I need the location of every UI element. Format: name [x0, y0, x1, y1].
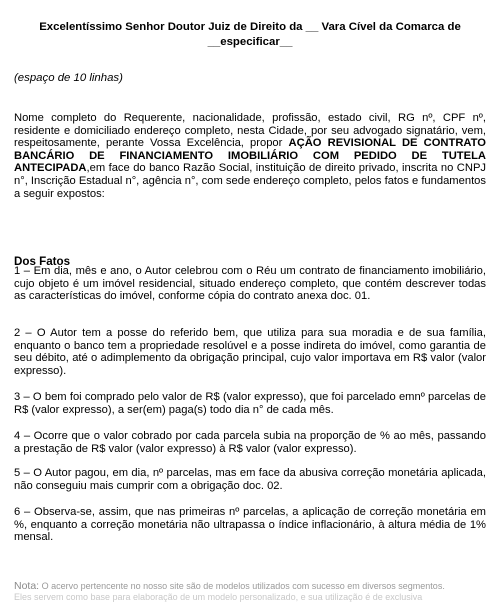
fact-paragraph-2: 2 – O Autor tem a posse do referido bem, que utiliza para sua moradia e de sua família, enquanto o banco tem a propriedade resolúvel e a posse indireta do imóvel, como garantia de seu débito, até o adimplemento da obrigação principal, cujo valor importava em R$ valor (valor expresso).	[14, 327, 486, 377]
spacing-note: (espaço de 10 linhas)	[14, 72, 123, 84]
intro-text-start: Nome completo do Requerente, nacionalidade, profissão, estado civil, RG nº, CPF nº, residente e domiciliado endereço completo, nesta Cidade, por seu advogado signatário, vem, respeitosamente, perante Vossa Excelência, propor	[14, 112, 486, 150]
action-title: AÇÃO REVISIONAL DE CONTRATO BANCÁRIO DE FINANCIAMENTO IMOBILIÁRIO COM PEDIDO DE TUTELA ANTECIPADA	[14, 137, 487, 175]
footer-note-line1: O acervo pertencente no nosso site são de modelos utilizados com sucesso em diversos segmentos.	[39, 581, 445, 591]
intro-paragraph	[14, 112, 486, 200]
fact-paragraph-3: 3 – O bem foi comprado pelo valor de R$ (valor expresso), que foi parcelado emnº parcelas de R$ (valor expresso), a ser(em) paga(s) todo dia n° de cada mês.	[14, 391, 486, 416]
fact-paragraph-1: 1 – Em dia, mês e ano, o Autor celebrou com o Réu um contrato de financiamento imobiliário, cujo objeto é um imóvel residencial, situado endereço completo, que contém descrever todas as características do imóvel, conforme cópia do contrato anexa doc. 01.	[14, 265, 486, 303]
footer-note-label: Nota:	[14, 580, 40, 592]
fact-paragraph-6: 6 – Observa-se, assim, que nas primeiras nº parcelas, a aplicação de correção monetária em %, enquanto a correção monetária não ultrapassa o índice inflacionário, à altura média de 1% mensal.	[14, 506, 486, 544]
fact-paragraph-4: 4 – Ocorre que o valor cobrado por cada parcela subia na proporção de % ao mês, passando a prestação de R$ valor (valor expresso) à R$ valor (valor expresso).	[14, 430, 486, 455]
footer-note-line2: Eles servem como base para elaboração de um modelo personalizado, e sua utilização é de exclusiva	[14, 592, 423, 602]
intro-text-end: ,em face do banco Razão Social, instituição de direito privado, inscrita no CNPJ n°, Inscrição Estadual n°, agência n°, com sede endereço completo, pelos fatos e fundamentos a seguir expostos:	[14, 162, 486, 200]
fact-paragraph-5: 5 – O Autor pagou, em dia, nº parcelas, mas em face da abusiva correção monetária aplicada, não conseguiu mais cumprir com a obrigação doc. 02.	[14, 467, 486, 492]
section-heading: Dos Fatos	[14, 255, 71, 268]
document-title: Excelentíssimo Senhor Doutor Juiz de Direito da __ Vara Cível da Comarca de __especificar__	[39, 21, 461, 48]
